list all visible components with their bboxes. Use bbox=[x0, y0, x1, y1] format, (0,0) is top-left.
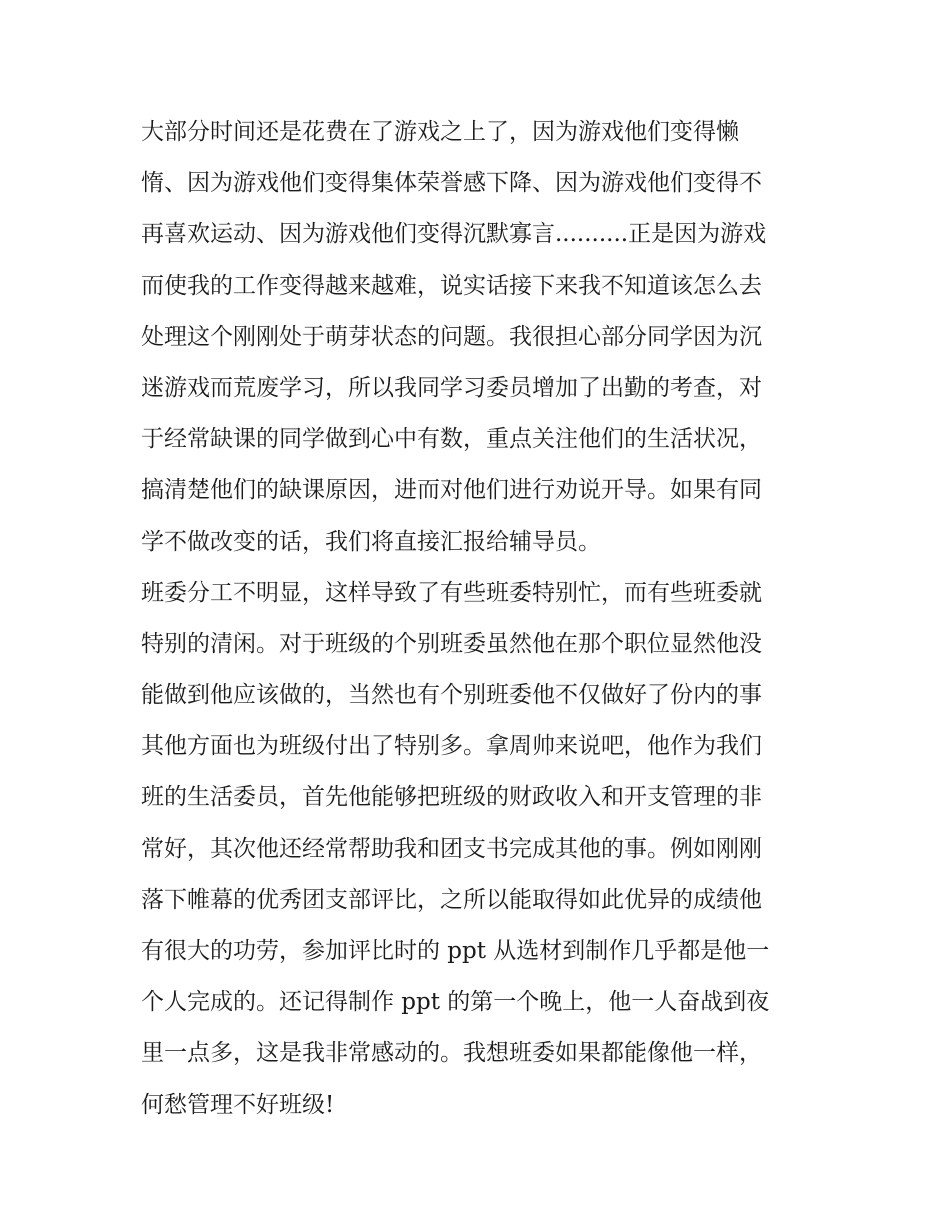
text-line: 里一点多，这是我非常感动的。我想班委如果都能像他一样， bbox=[141, 1040, 762, 1067]
text-line: 常好，其次他还经常帮助我和团支书完成其他的事。例如刚刚 bbox=[141, 835, 762, 862]
text-line: 迷游戏而荒废学习，所以我同学习委员增加了出勤的考查，对 bbox=[141, 374, 762, 401]
text-line: 特别的清闲。对于班级的个别班委虽然他在那个职位显然他没 bbox=[141, 630, 762, 657]
text-line: 其他方面也为班级付出了特别多。拿周帅来说吧，他作为我们 bbox=[141, 733, 762, 760]
text-line: 搞清楚他们的缺课原因，进而对他们进行劝说开导。如果有同 bbox=[141, 477, 762, 504]
text-line: 个人完成的。还记得制作 ppt 的第一个晚上，他一人奋战到夜 bbox=[141, 989, 770, 1016]
text-line: 班委分工不明显，这样导致了有些班委特别忙，而有些班委就 bbox=[141, 579, 762, 606]
text-line: 惰、因为游戏他们变得集体荣誉感下降、因为游戏他们变得不 bbox=[141, 170, 762, 197]
text-line: 于经常缺课的同学做到心中有数，重点关注他们的生活状况， bbox=[141, 426, 762, 453]
text-line: 而使我的工作变得越来越难，说实话接下来我不知道该怎么去 bbox=[141, 272, 762, 299]
text-line: 学不做改变的话，我们将直接汇报给辅导员。 bbox=[141, 528, 601, 555]
text-line: 处理这个刚刚处于萌芽状态的问题。我很担心部分同学因为沉 bbox=[141, 323, 762, 350]
body-text bbox=[141, 107, 821, 1131]
text-line: 能做到他应该做的，当然也有个别班委他不仅做好了份内的事 bbox=[141, 682, 762, 709]
text-line: 何愁管理不好班级! bbox=[141, 1091, 335, 1118]
text-line: 再喜欢运动、因为游戏他们变得沉默寡言..........正是因为游戏 bbox=[141, 221, 767, 248]
text-line: 大部分时间还是花费在了游戏之上了，因为游戏他们变得懒 bbox=[141, 119, 739, 145]
text-line: 落下帷幕的优秀团支部评比，之所以能取得如此优异的成绩他 bbox=[141, 886, 762, 913]
text-line: 班的生活委员，首先他能够把班级的财政收入和开支管理的非 bbox=[141, 784, 762, 811]
text-line: 有很大的功劳，参加评比时的 ppt 从选材到制作几乎都是他一 bbox=[141, 938, 770, 964]
